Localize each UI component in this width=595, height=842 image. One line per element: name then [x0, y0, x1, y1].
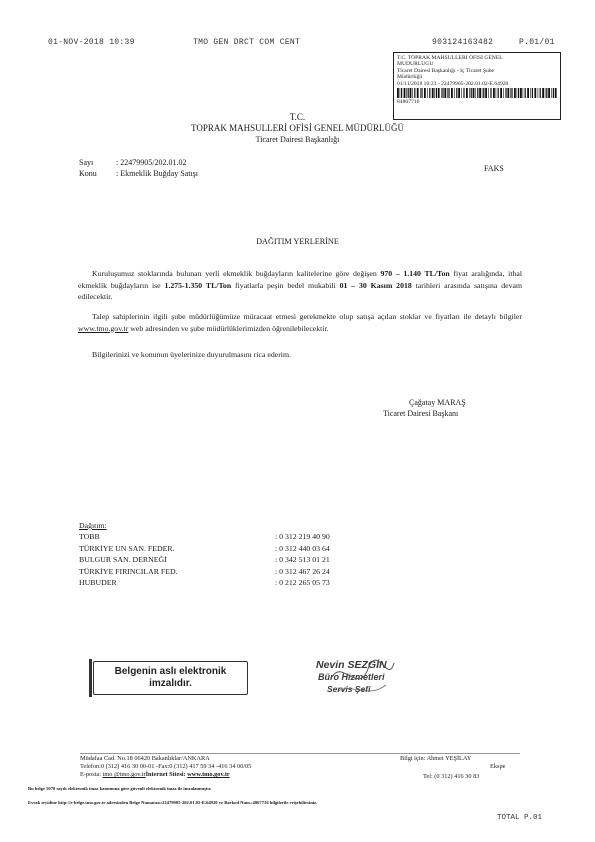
stamp-line-1: Belgenin aslı elektronik — [114, 666, 227, 677]
distribution-phone: : 0 312 440 03 64 — [275, 543, 330, 553]
recipient: DAĞITIM YERLERİNE — [256, 237, 339, 246]
footer-contacts: E-posta: tmo @tmo.gov.trİnternet Sitesi: www.tmo.gov.tr — [80, 771, 230, 778]
distribution-row — [79, 532, 379, 543]
fax-sender: TMO GEN DRCT COM CENT — [193, 38, 301, 47]
tmo-website-link[interactable]: www.tmo.gov.tr — [78, 323, 129, 333]
barcode-line-1: T.C. TOPRAK MAHSULLERİ OFİSİ GENEL — [397, 55, 503, 61]
signatory-name: Çağatay MARAŞ — [409, 398, 466, 407]
letterhead-org: TOPRAK MAHSULLERİ OFİSİ GENEL MÜDÜRLÜĞÜ — [190, 123, 404, 133]
handwritten-signature-scribble — [328, 655, 398, 701]
fax-page: P.01/01 — [519, 38, 555, 47]
distribution-name: HUBUDER — [79, 578, 117, 587]
distribution-name: TOBB — [79, 532, 100, 541]
footer-divider — [80, 753, 520, 754]
footer-website[interactable]: www.tmo.gov.tr — [187, 771, 230, 778]
barcode-box — [393, 52, 561, 120]
distribution-phone: : 0 342 513 01 21 — [275, 555, 330, 564]
distribution-phone: : 0 212 265 05 73 — [275, 578, 330, 587]
signatory-title: Ticaret Dairesi Başkanı — [383, 409, 459, 418]
handstamp-line-2: Büro Hizmetleri — [318, 672, 385, 682]
body-paragraph-1: Kuruluşumuz stoklarında bulunan yerli ekmeklik buğdayların kalitelerine göre değişen 970 – 1.140 TL/Ton fiyat aralığında, ithal ekmeklik buğdayların ise 1.275-1.350 TL/Ton fiyatlarla peşin bedel mukabili 01 – 30 Kasım 2018 tarihleri arasında satışına devam edilecektir. — [78, 269, 523, 301]
distribution-phone: : 0 312 467 26 24 — [275, 566, 330, 576]
body-paragraph-3: Bilgilerinizi ve konunun üyelerinize duyurulmasını rica ederim. — [92, 350, 291, 359]
handstamp-name: Nevin SEZGİN — [316, 659, 387, 671]
distribution-name: TÜRKİYE FIRINCILAR FED. — [79, 566, 178, 576]
faks-label: FAKS — [484, 164, 504, 173]
footer-info-label: Bilgi için: Ahmet YEŞİLAY — [400, 755, 472, 762]
konu-label: Konu — [79, 169, 97, 178]
barcode-number: 84867716 — [397, 99, 420, 106]
distribution-row — [79, 555, 379, 566]
footer-address: Müdafaa Cad. No.18 06420 Bakanlıklar/ANKARA — [80, 755, 210, 762]
footer-email[interactable]: tmo @tmo.gov.tr — [102, 771, 146, 778]
barcode-bars — [397, 88, 557, 98]
footer-phones: Telefon:0 (312) 416 30 00-01 -Fax:0 (312) 417 59 34 -416 34 00/05 — [80, 763, 252, 770]
barcode-line-3: Ticaret Dairesi Başkanlığı - İç Ticaret Şube — [397, 67, 495, 74]
konu-value: : Ekmeklik Buğday Satışı — [116, 169, 198, 178]
distribution-row — [79, 567, 379, 578]
distribution-name: BULGUR SAN. DERNEĞİ — [79, 555, 167, 564]
body-paragraph-2: Talep sahiplerinin ilgili şube müdürlüğümüze müracaat etmesi gerekmekte olup satışa açılan stoklar ve fiyatları ile detaylı bilgiler www.tmo.gov.tr web adresinden ve şube müdürlüklerimizden öğrenilebilecektir. — [78, 312, 522, 333]
letterhead-dept: Ticaret Dairesi Başkanlığı — [255, 135, 340, 144]
price-range-imported: 1.275-1.350 TL/Ton — [164, 280, 232, 290]
distribution-phone: : 0 312 219 40 90 — [275, 532, 330, 541]
distribution-row — [79, 578, 379, 589]
sayi-value: : 22479905/202.01.02 — [116, 158, 187, 167]
letterhead-tc: T.C. — [289, 112, 306, 122]
distribution-name: TÜRKİYE UN SAN. FEDER. — [79, 543, 175, 553]
distribution-title: Dağıtım: — [79, 521, 107, 530]
footer-verification-note: Evrak teyidine http://e-belge.tmo.gov.tr adresinden Belge Numarası:22479905-202.01.02-E.64920 ve Barkod Num.:4867716 bilgilerile erişebilirsiniz. — [28, 800, 318, 805]
footer-legal-note: Bu belge 5070 sayılı elektronik imza kanununa göre güvenli elektronik imza ile imzalanmıştır. — [28, 786, 212, 791]
fax-number: 903124163482 — [432, 38, 494, 47]
sale-dates: 01 – 30 Kasım 2018 — [339, 280, 412, 290]
stamp-line-2: imzalıdır. — [149, 678, 192, 689]
footer-info-phone: Tel: (0 312) 416 30 83 — [423, 773, 480, 780]
sayi-label: Sayı — [79, 158, 94, 167]
price-range-domestic: 970 – 1.140 TL/Ton — [380, 269, 450, 278]
barcode-line-4: Müdürlüğü — [397, 74, 423, 81]
handstamp-line-3: Servis Şefi — [327, 684, 371, 694]
electronic-signature-stamp — [93, 661, 248, 695]
fax-datetime: 01-NOV-2018 10:39 — [48, 38, 135, 47]
distribution-row — [79, 544, 379, 555]
footer-info-role: Ekspe — [490, 763, 506, 770]
barcode-line-5: 01/11/2018 10:23 - 22479905-202.01.02-E.64920 — [397, 80, 509, 87]
barcode-line-2: MÜDÜRLÜĞÜ — [397, 61, 434, 68]
fax-total: TOTAL P.01 — [497, 814, 543, 822]
